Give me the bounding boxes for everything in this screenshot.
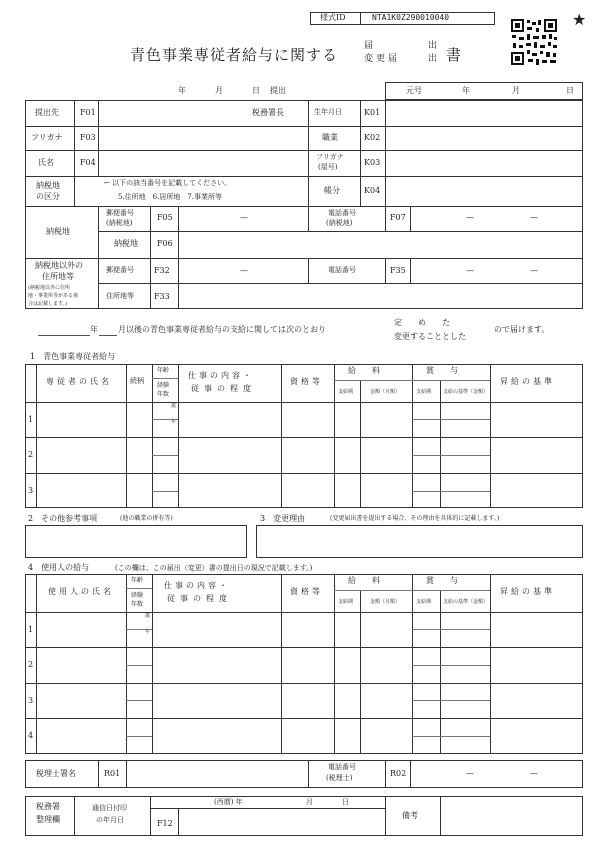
code-f03: F03: [80, 133, 96, 142]
code-r02: R02: [390, 769, 407, 778]
tax-accountant-label: 税理士署名: [36, 769, 76, 778]
section-4-note: (この欄は、この届出（変更）書の提出日の現況で記載します。): [115, 564, 313, 572]
s4-header-duty-2: 従事の程度: [167, 594, 232, 603]
name-field[interactable]: [100, 152, 306, 174]
job-field[interactable]: [387, 128, 581, 148]
s1-header-name: 専従者の氏名: [46, 377, 112, 386]
code-k02: K02: [364, 133, 381, 142]
office-date-field[interactable]: [180, 810, 383, 834]
tax-category-options: 5.住所地 6.居所地 7.事業所等: [118, 193, 223, 201]
other-address-note-1: (納税地以外に住所: [28, 285, 70, 291]
title-out2: 出: [428, 54, 438, 64]
qr-code-icon: [510, 18, 558, 66]
submit-day-label: 日: [252, 86, 260, 95]
furigana-field[interactable]: [100, 128, 306, 148]
phone-label: 電話番号: [328, 209, 356, 217]
s1-header-exp-2: 年数: [157, 391, 170, 398]
code-k01: K01: [364, 108, 381, 117]
s4-header-name: 使用人の氏名: [48, 587, 114, 596]
s1-header-age: 年齢: [157, 367, 170, 374]
s4-header-pay-date: 支給期: [338, 599, 354, 605]
section-2-title: 2 その他参考事項: [28, 514, 98, 523]
phone-2-dash-2: —: [530, 266, 538, 275]
phone-sub-label: (納税地): [326, 219, 353, 227]
other-address-note-2: 地・事業所等がある場: [28, 293, 79, 299]
receipt-stamp-label-1: 通信日付印: [92, 804, 127, 812]
s1-header-bonus: 賞 与: [426, 366, 458, 375]
phone-dash-1: —: [466, 213, 474, 222]
form-id-label: 様式ID: [320, 13, 346, 22]
statement-text: 月以後の青色事業専従者給与の支給に関しては次のとおり: [118, 325, 326, 334]
tax-accountant-phone-dash-1: —: [466, 769, 474, 778]
s4-row-1-name-field[interactable]: [37, 613, 125, 646]
section-3-title: 3 変更理由: [260, 514, 306, 523]
s4-year-unit: 年: [145, 629, 151, 635]
tax-accountant-phone-field[interactable]: [412, 762, 581, 786]
section-3-note: (変更届出書を提出する場合、その理由を具体的に記載します。): [330, 515, 500, 522]
s4-header-raise-basis: 昇給の基準: [500, 587, 555, 596]
star-mark: ★: [572, 10, 587, 29]
remarks-label: 備考: [402, 811, 418, 820]
office-year-label: (西暦) 年: [214, 798, 243, 806]
code-f35: F35: [390, 266, 406, 275]
section-2-field[interactable]: [25, 525, 247, 558]
other-address-note-3: 合は記載します。): [28, 301, 68, 307]
s4-header-bonus-date: 支給期: [416, 599, 432, 605]
era-month-label: 月: [512, 86, 520, 95]
statement-year-label: 年: [90, 325, 98, 334]
statement-end: ので届けます。: [494, 325, 550, 334]
address-2-label: 住所地等: [106, 292, 134, 300]
yago-label: (屋号): [318, 163, 338, 171]
job-label: 職業: [322, 133, 338, 142]
statement-option-2: 変更することとした: [394, 332, 466, 341]
title-option-notify: 届: [364, 41, 374, 51]
postal-code-2-field[interactable]: [180, 260, 306, 281]
phone-2-label: 電話番号: [328, 266, 356, 274]
code-f04: F04: [80, 158, 96, 167]
s1-year-unit: 年: [171, 419, 177, 425]
s4-header-qualification: 資格等: [290, 587, 323, 596]
s4-row-4-num: 4: [28, 731, 34, 740]
s1-header-salary: 給 料: [348, 366, 380, 375]
s4-row-3-num: 3: [28, 696, 34, 705]
tax-accountant-phone-dash-2: —: [530, 769, 538, 778]
s1-header-pay-date: 支給期: [338, 389, 354, 395]
receipt-stamp-label-2: の年月日: [96, 816, 124, 824]
tax-accountant-field[interactable]: [128, 762, 306, 786]
code-f32: F32: [154, 266, 170, 275]
era-label: 元号: [406, 86, 422, 95]
code-r01: R01: [104, 769, 121, 778]
form-title: 青色事業専従者給与に関する: [130, 46, 339, 64]
phone-2-dash-1: —: [466, 266, 474, 275]
section-4-title: 4 使用人の給与: [28, 563, 90, 572]
code-f12: F12: [157, 819, 173, 828]
office-label-2: 整理欄: [36, 815, 60, 824]
s1-header-bonus-date: 支給期: [416, 389, 432, 395]
submit-label: 提出: [270, 86, 286, 95]
yago-field[interactable]: [387, 152, 581, 174]
submit-year-label: 年: [178, 86, 186, 95]
s4-header-salary: 給 料: [348, 576, 380, 585]
tax-category-field[interactable]: [76, 178, 96, 204]
tax-accountant-phone-label: 電話番号: [328, 763, 356, 771]
s1-header-duty-2: 従事の程度: [191, 384, 256, 393]
s4-header-exp-2: 年数: [131, 601, 144, 608]
address-2-field[interactable]: [180, 285, 581, 307]
tax-place-label: 納税地: [114, 239, 138, 248]
s1-row-3-num: 3: [28, 486, 34, 495]
s4-row-4-name-field[interactable]: [37, 719, 125, 753]
birth-date-field[interactable]: [387, 102, 581, 124]
s4-row-2-num: 2: [28, 660, 34, 669]
s1-row-2-name-field[interactable]: [37, 438, 125, 472]
s1-row-3-name-field[interactable]: [37, 474, 125, 507]
postal-code-label: 郵便番号: [106, 209, 134, 217]
code-f06: F06: [157, 239, 173, 248]
s4-header-duty-1: 仕事の内容・: [164, 581, 230, 590]
tax-office-head-label: 税務署長: [252, 108, 284, 117]
other-address-label-1: 納税地以外の: [35, 261, 83, 270]
submit-to-label: 提出先: [35, 108, 59, 117]
s1-age-unit: 歳: [171, 403, 177, 409]
s1-row-1-num: 1: [28, 415, 34, 424]
era-day-label: 日: [566, 86, 574, 95]
section-3-field[interactable]: [256, 525, 583, 558]
code-k03: K03: [364, 158, 381, 167]
section-1-title: 1 青色事業専従者給与: [30, 352, 116, 361]
s1-header-amount: 金額（月額）: [370, 389, 401, 395]
submit-month-label: 月: [215, 86, 223, 95]
postal-code-2-label: 郵便番号: [106, 266, 134, 274]
other-address-label-2: 住所地等: [42, 272, 74, 281]
phone-field[interactable]: [412, 208, 581, 229]
office-day-label: 日: [342, 798, 349, 806]
tax-category-note: ← 以下の該当番号を記載してください。: [104, 179, 232, 187]
s4-row-2-name-field[interactable]: [37, 648, 125, 682]
s1-header-exp-1: 経験: [157, 382, 170, 389]
kubun-field[interactable]: [387, 178, 581, 204]
s1-header-qualification: 資格等: [290, 377, 323, 386]
s4-row-1-num: 1: [28, 625, 34, 634]
code-k04: K04: [364, 186, 381, 195]
tax-category-label-1: 納税地: [36, 181, 60, 190]
submit-to-field[interactable]: [100, 102, 248, 124]
tax-place-group-label: 納税地: [46, 227, 70, 236]
s1-header-relation: 続柄: [130, 377, 144, 385]
code-f05: F05: [157, 213, 173, 222]
section-2-note: (他の職業の併有等): [120, 515, 173, 522]
birth-date-label: 生年月日: [314, 108, 342, 116]
s4-header-age: 年齢: [131, 577, 144, 584]
phone-2-field[interactable]: [412, 260, 581, 281]
name-label: 氏名: [38, 158, 54, 167]
statement-option-1: 定 め た: [394, 318, 450, 327]
s4-header-amount: 金額（月額）: [370, 599, 401, 605]
tax-category-label-2: の区分: [36, 192, 60, 201]
s1-row-2-num: 2: [28, 450, 34, 459]
title-out1: 出: [428, 41, 438, 51]
s4-row-3-name-field[interactable]: [37, 684, 125, 717]
code-f07: F07: [390, 213, 406, 222]
yago-furigana-label: フリガナ: [316, 153, 344, 161]
postal-code-sub-label: (納税地): [106, 219, 133, 227]
furigana-label: フリガナ: [31, 133, 63, 142]
code-f33: F33: [154, 292, 170, 301]
s1-header-duty-1: 仕事の内容・: [188, 371, 254, 380]
s4-age-unit: 歳: [145, 613, 151, 619]
remarks-field[interactable]: [442, 798, 581, 834]
kubun-label: 帳分: [324, 186, 340, 195]
title-end: 書: [446, 46, 462, 64]
s4-header-bonus: 賞 与: [426, 576, 458, 585]
phone-dash-2: —: [530, 213, 538, 222]
postal-code-dash: —: [240, 213, 248, 222]
tax-place-field[interactable]: [180, 233, 581, 256]
tax-accountant-phone-sub-label: (税理士): [326, 774, 353, 782]
s1-row-1-name-field[interactable]: [37, 403, 125, 436]
office-label-1: 税務署: [36, 802, 60, 811]
postal-code-field[interactable]: [180, 208, 306, 229]
form-id-value: NTA1K0Z290010040: [372, 13, 450, 22]
s4-header-bonus-basis: 支給の基準（金額）: [443, 599, 489, 605]
s1-header-bonus-basis: 支給の基準（金額）: [443, 389, 489, 395]
title-option-change: 変更届: [364, 54, 401, 64]
postal-code-2-dash: —: [240, 266, 248, 275]
code-f01: F01: [80, 108, 96, 117]
s4-header-exp-1: 経験: [131, 592, 144, 599]
s1-header-raise-basis: 昇給の基準: [500, 377, 555, 386]
office-month-label: 月: [306, 798, 313, 806]
era-year-label: 年: [462, 86, 470, 95]
